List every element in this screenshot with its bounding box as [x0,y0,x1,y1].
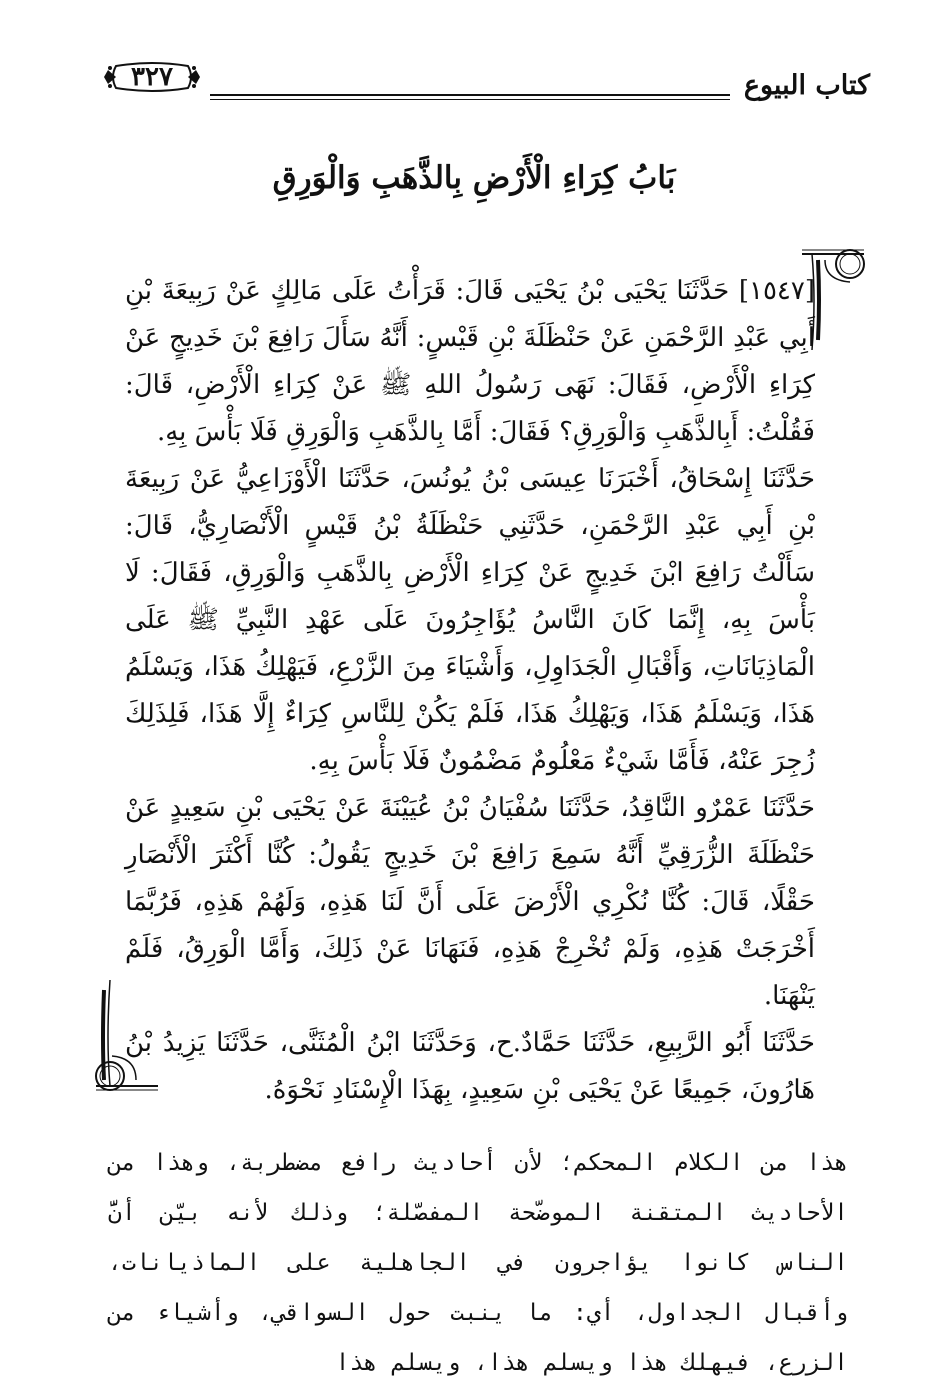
book-title: كتاب البيوع [743,70,870,101]
hadith-text-block [125,268,815,1114]
header-rule [210,94,730,100]
hadith-paragraph: [١٥٤٧] حَدَّثَنَا يَحْيَى بْنُ يَحْيَى قَالَ: قَرَأْتُ عَلَى مَالِكٍ عَنْ رَبِيعَةَ بْنِ أَبِي عَبْدِ الرَّحْمَنِ عَنْ حَنْظَلَةَ بْنِ قَيْسٍ: أَنَّهُ سَأَلَ رَافِعَ بْنَ خَدِيجٍ عَنْ كِرَاءِ الْأَرْضِ، فَقَالَ: نَهَى رَسُولُ اللهِ ﷺ عَنْ كِرَاءِ الْأَرْضِ، قَالَ: فَقُلْتُ: أَبِالذَّهَبِ وَالْوَرِقِ؟ فَقَالَ: أَمَّا بِالذَّهَبِ وَالْوَرِقِ فَلَا بَأْسَ بِهِ. [125,276,815,447]
hadith-paragraph: حَدَّثَنَا إِسْحَاقُ، أَخْبَرَنَا عِيسَى بْنُ يُونُسَ، حَدَّثَنَا الْأَوْزَاعِيُّ عَنْ رَبِيعَةَ بْنِ أَبِي عَبْدِ الرَّحْمَنِ، حَدَّثَنِي حَنْظَلَةُ بْنُ قَيْسٍ الْأَنْصَارِيُّ، قَالَ: سَأَلْتُ رَافِعَ ابْنَ خَدِيجٍ عَنْ كِرَاءِ الْأَرْضِ بِالذَّهَبِ وَالْوَرِقِ، فَقَالَ: لَا بَأْسَ بِهِ، إِنَّمَا كَانَ النَّاسُ يُؤَاجِرُونَ عَلَى عَهْدِ النَّبِيِّ ﷺ عَلَى الْمَاذِيَانَاتِ، وَأَقْبَالِ الْجَدَاوِلِ، وَأَشْيَاءَ مِنَ الزَّرْعِ، فَيَهْلِكُ هَذَا، وَيَسْلَمُ هَذَا، وَيَسْلَمُ هَذَا، وَيَهْلِكُ هَذَا، فَلَمْ يَكُنْ لِلنَّاسِ كِرَاءٌ إِلَّا هَذَا، فَلِذَلِكَ زُجِرَ عَنْهُ، فَأَمَّا شَيْءٌ مَعْلُومٌ مَضْمُونٌ فَلَا بَأْسَ بِهِ. [125,464,815,776]
chapter-title: بَابُ كِرَاءِ الْأَرْضِ بِالذَّهَبِ وَالْوَرِقِ [272,160,676,196]
hadith-paragraph: حَدَّثَنَا أَبُو الرَّبِيعِ، حَدَّثَنَا حَمَّادٌ.ح، وَحَدَّثَنَا ابْنُ الْمُثَنَّى، حَدَّثَنَا يَزِيدُ بْنُ هَارُونَ، جَمِيعًا عَنْ يَحْيَى بْنِ سَعِيدٍ، بِهَذَا الْإِسْنَادِ نَحْوَهُ. [125,1028,815,1105]
hadith-paragraph: حَدَّثَنَا عَمْرٌو النَّاقِدُ، حَدَّثَنَا سُفْيَانُ بْنُ عُيَيْنَةَ عَنْ يَحْيَى بْنِ سَعِيدٍ عَنْ حَنْظَلَةَ الزُّرَقِيِّ أَنَّهُ سَمِعَ رَافِعَ بْنَ خَدِيجٍ يَقُولُ: كُنَّا أَكْثَرَ الْأَنْصَارِ حَقْلًا، قَالَ: كُنَّا نُكْرِي الْأَرْضَ عَلَى أَنَّ لَنَا هَذِهِ، وَلَهُمْ هَذِهِ، فَرُبَّمَا أَخْرَجَتْ هَذِهِ، وَلَمْ تُخْرِجْ هَذِهِ، فَنَهَانَا عَنْ ذَلِكَ، وَأَمَّا الْوَرِقُ، فَلَمْ يَنْهَنَا. [125,793,815,1011]
commentary-block [108,1138,848,1388]
page-header [90,58,870,102]
page-number: ٣٢٧ [131,62,173,92]
commentary-paragraph: هذا من الكلام المحكم؛ لأن أحاديث رافع مضطربة، وهذا من الأحاديث المتقنة الموضّحة المفصّلة؛ وذلك لأنه بيّن أنَّ الناس كانوا يؤاجرون في الجاهلية على الماذيانات، وأقبال الجداول، أي: ما ينبت حول السواقي، وأشياء من الزرع، فيهلك هذا ويسلم هذا، ويسلم هذا [108,1150,848,1376]
page-number-ornament [102,62,202,92]
